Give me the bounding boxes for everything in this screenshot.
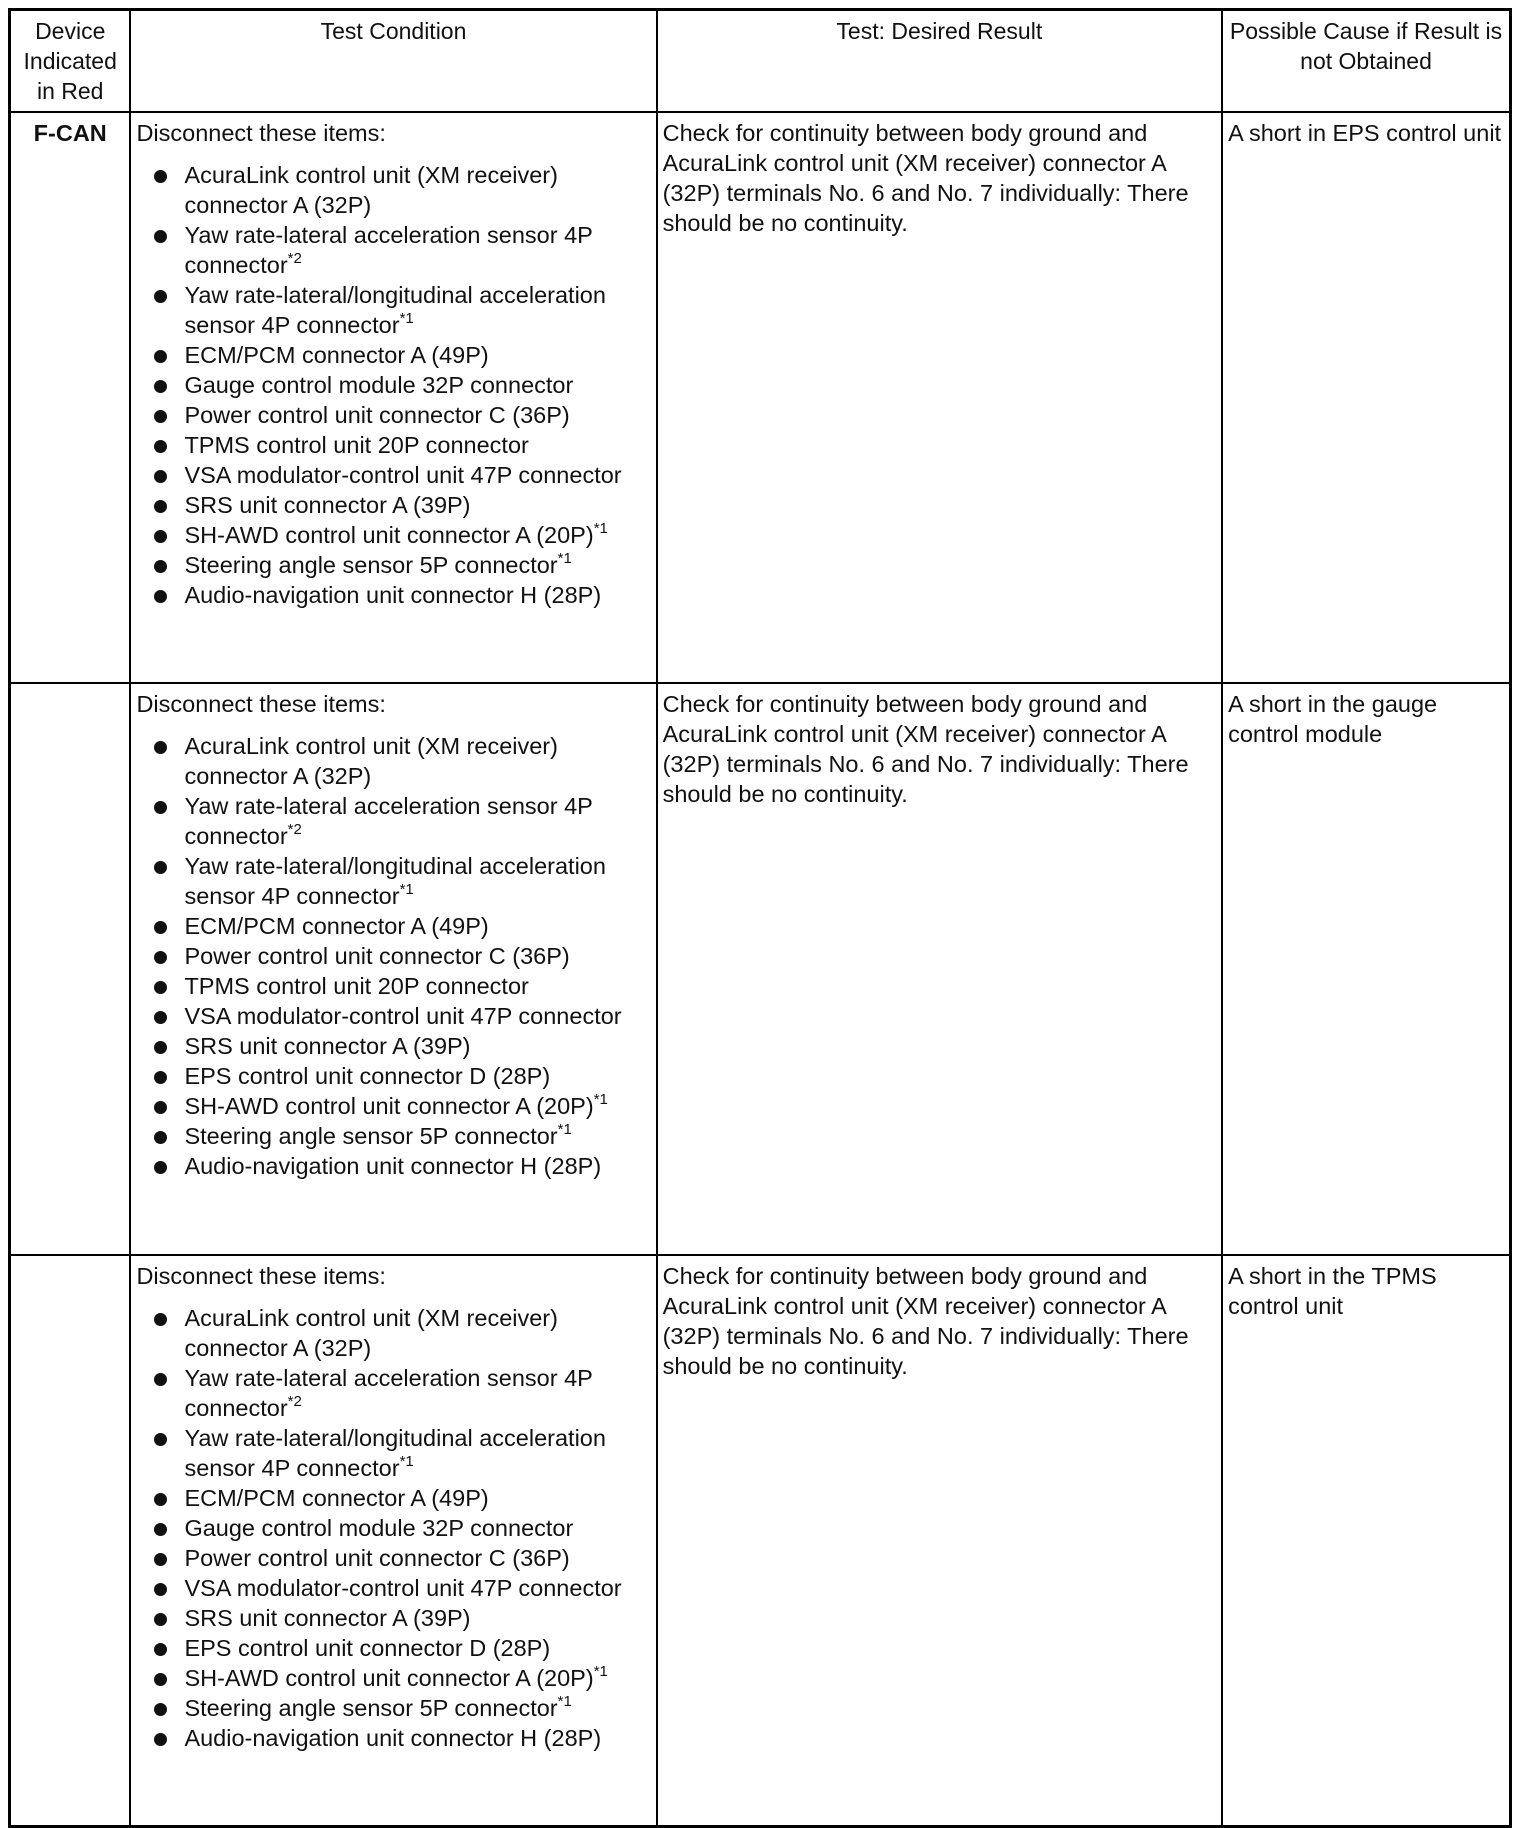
possible-cause-text: A short in the gauge control module	[1228, 691, 1438, 748]
list-item-text: VSA modulator-control unit 47P connector	[184, 1574, 622, 1601]
list-item-text: EPS control unit connector D (28P)	[184, 1634, 551, 1661]
desired-result-text: Check for continuity between body ground and AcuraLink control unit (XM receiver) connector A (32P) terminals No. 6 and No. 7 individually: There should be no continuity.	[662, 120, 1189, 236]
list-item	[150, 340, 650, 370]
desired-result-text: Check for continuity between body ground and AcuraLink control unit (XM receiver) connector A (32P) terminals No. 6 and No. 7 individually: There should be no continuity.	[662, 691, 1189, 808]
list-item	[150, 941, 650, 971]
footnote-marker: *1	[593, 1091, 608, 1109]
list-item	[150, 430, 650, 460]
header-device: Device Indicated in Red	[10, 10, 131, 113]
condition-intro: Disconnect these items:	[136, 120, 386, 146]
condition-intro: Disconnect these items:	[136, 1262, 386, 1289]
list-item-text: Yaw rate-lateral/longitudinal acceleration sensor 4P connector	[184, 853, 606, 910]
list-item	[150, 1573, 650, 1603]
desired-result-cell	[657, 683, 1222, 1254]
list-item-text: Power control unit connector C (36P)	[184, 943, 570, 970]
list-item	[150, 1091, 650, 1121]
footnote-marker: *1	[399, 310, 414, 327]
table-row	[10, 112, 1511, 683]
header-test-condition: Test Condition	[130, 10, 656, 113]
list-item-text: Audio-navigation unit connector H (28P)	[184, 582, 602, 608]
footnote-marker: *1	[593, 520, 608, 537]
list-item-text: Power control unit connector C (36P)	[184, 1544, 570, 1571]
condition-intro: Disconnect these items:	[136, 691, 386, 718]
possible-cause-cell	[1222, 112, 1510, 683]
footnote-marker: *2	[287, 250, 302, 267]
list-item	[150, 1513, 650, 1543]
list-item	[150, 1633, 650, 1663]
list-item	[150, 1303, 650, 1363]
list-item	[150, 1603, 650, 1633]
list-item-text: Audio-navigation unit connector H (28P)	[184, 1724, 602, 1751]
device-cell	[10, 683, 131, 1254]
list-item-text: Yaw rate-lateral/longitudinal acceleration sensor 4P connector	[184, 1424, 606, 1481]
list-item-text: Gauge control module 32P connector	[184, 1514, 574, 1541]
desired-result-cell	[657, 112, 1222, 683]
list-item-text: Power control unit connector C (36P)	[184, 402, 570, 428]
list-item-text: Steering angle sensor 5P connector	[184, 1123, 558, 1150]
list-item	[150, 731, 650, 791]
footnote-marker: *1	[593, 1662, 608, 1680]
list-item	[150, 400, 650, 430]
header-desired-result: Test: Desired Result	[657, 10, 1222, 113]
device-cell	[10, 1255, 131, 1827]
list-item	[150, 520, 650, 550]
list-item	[150, 1483, 650, 1513]
list-item	[150, 971, 650, 1001]
desired-result-text: Check for continuity between body ground and AcuraLink control unit (XM receiver) connector A (32P) terminals No. 6 and No. 7 individually: There should be no continuity.	[662, 1262, 1189, 1379]
table-body	[10, 112, 1511, 1827]
list-item-text: TPMS control unit 20P connector	[184, 973, 529, 1000]
list-item	[150, 1031, 650, 1061]
footnote-marker: *2	[287, 821, 302, 839]
table-row	[10, 1255, 1511, 1827]
list-item-text: SRS unit connector A (39P)	[184, 1033, 471, 1060]
footnote-marker: *1	[399, 1452, 414, 1470]
list-item	[150, 1061, 650, 1091]
list-item	[150, 911, 650, 941]
list-item	[150, 851, 650, 911]
list-item	[150, 1001, 650, 1031]
table-row	[10, 683, 1511, 1254]
possible-cause-cell	[1222, 1255, 1510, 1827]
list-item	[150, 1363, 650, 1423]
list-item	[150, 490, 650, 520]
list-item-text: SH-AWD control unit connector A (20P)	[184, 1093, 594, 1120]
footnote-marker: *1	[557, 1692, 572, 1710]
list-item-text: ECM/PCM connector A (49P)	[184, 342, 489, 368]
possible-cause-text: A short in EPS control unit	[1228, 120, 1502, 146]
list-item	[150, 1663, 650, 1693]
possible-cause-cell	[1222, 683, 1510, 1254]
troubleshooting-table	[8, 8, 1512, 1828]
list-item	[150, 370, 650, 400]
footnote-marker: *1	[399, 881, 414, 899]
footnote-marker: *1	[557, 550, 572, 567]
list-item-text: Yaw rate-lateral/longitudinal acceleration sensor 4P connector	[184, 282, 606, 338]
list-item	[150, 1543, 650, 1573]
list-item-text: SRS unit connector A (39P)	[184, 1604, 471, 1631]
list-item	[150, 1423, 650, 1483]
list-item	[150, 220, 650, 280]
list-item	[150, 1121, 650, 1151]
possible-cause-text: A short in the TPMS control unit	[1228, 1262, 1437, 1319]
list-item-text: EPS control unit connector D (28P)	[184, 1063, 551, 1090]
header-possible-cause: Possible Cause if Result is not Obtained	[1222, 10, 1510, 113]
list-item	[150, 460, 650, 490]
list-item-text: ECM/PCM connector A (49P)	[184, 913, 489, 940]
list-item-text: AcuraLink control unit (XM receiver) connector A (32P)	[184, 162, 558, 218]
list-item	[150, 1693, 650, 1723]
disconnect-list	[136, 731, 650, 1181]
device-cell: F-CAN	[10, 112, 131, 683]
list-item	[150, 280, 650, 340]
test-condition-cell	[130, 112, 656, 683]
disconnect-list	[136, 160, 650, 610]
footnote-marker: *1	[557, 1121, 572, 1139]
test-condition-cell	[130, 1255, 656, 1827]
footnote-marker: *2	[287, 1392, 302, 1410]
list-item-text: Yaw rate-lateral acceleration sensor 4P connector	[184, 222, 593, 278]
list-item-text: Steering angle sensor 5P connector	[184, 552, 558, 578]
list-item-text: SH-AWD control unit connector A (20P)	[184, 1664, 594, 1691]
desired-result-cell	[657, 1255, 1222, 1827]
list-item-text: Audio-navigation unit connector H (28P)	[184, 1153, 602, 1180]
test-condition-cell	[130, 683, 656, 1254]
list-item-text: ECM/PCM connector A (49P)	[184, 1484, 489, 1511]
list-item-text: SH-AWD control unit connector A (20P)	[184, 522, 594, 548]
list-item	[150, 550, 650, 580]
list-item-text: Yaw rate-lateral acceleration sensor 4P connector	[184, 793, 593, 850]
list-item	[150, 580, 650, 610]
list-item-text: AcuraLink control unit (XM receiver) connector A (32P)	[184, 733, 558, 790]
table-header-row	[10, 10, 1511, 113]
list-item-text: AcuraLink control unit (XM receiver) connector A (32P)	[184, 1304, 558, 1361]
list-item	[150, 1723, 650, 1753]
list-item	[150, 160, 650, 220]
list-item-text: Gauge control module 32P connector	[184, 372, 574, 398]
list-item-text: TPMS control unit 20P connector	[184, 432, 529, 458]
list-item-text: SRS unit connector A (39P)	[184, 492, 471, 518]
disconnect-list	[136, 1303, 650, 1753]
list-item-text: VSA modulator-control unit 47P connector	[184, 462, 622, 488]
list-item-text: Steering angle sensor 5P connector	[184, 1694, 558, 1721]
list-item-text: Yaw rate-lateral acceleration sensor 4P connector	[184, 1364, 593, 1421]
list-item	[150, 791, 650, 851]
list-item	[150, 1151, 650, 1181]
list-item-text: VSA modulator-control unit 47P connector	[184, 1003, 622, 1030]
